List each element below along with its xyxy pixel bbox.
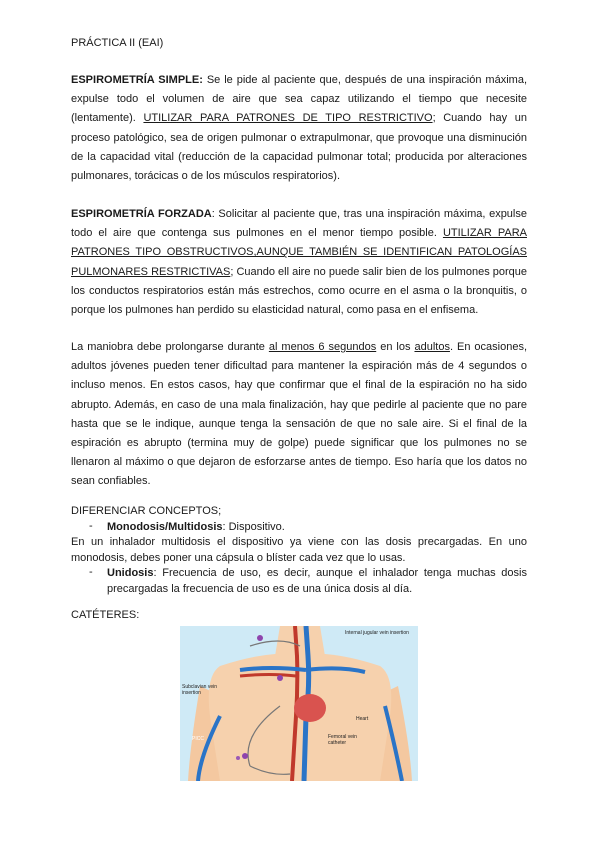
forzada-underline: UTILIZAR PARA PATRONES TIPO OBSTRUCTIVOS,AUNQUE TAMBIÉN SE IDENTIFICAN PATOLOGÍAS PULMONARES RESTRICTIVAS [71,227,527,278]
catheter-diagram-svg [180,626,418,781]
label-subclavian: Subclavian vein insertion [182,684,218,696]
simple-heading: ESPIROMETRÍA SIMPLE: [71,74,203,86]
bullet-text-monodosis: : Dispositivo. [222,521,285,533]
label-jugular: Internal jugular vein insertion [345,630,409,636]
simple-underline: UTILIZAR PARA PATRONES DE TIPO RESTRICTIVO [143,112,433,125]
inhaler-paragraph: En un inhalador multidosis el dispositivo ya viene con las dosis precargadas. En uno monodosis, debes poner una cápsula o blíster cada vez que lo usas. [71,536,527,564]
maniobra-text-3: . En ocasiones, adultos jóvenes pueden tener dificultad para mantener la espiración más de 4 segundos o incluso menos. En estos casos, hay que confirmar que el final de la espiración no ha sido abrupto. Además, en caso de una mala finalización, hay que pedirle al paciente que no pare hasta que se le indique, aunque tenga la sensación de que no sale aire. Si el final de la espiración es abrupto (termina muy de golpe) puede significar que los pulmones no se llenaron al máximo o que dejaron de esforzarse antes de tiempo. Eso haría que los datos no sean confiables. [71,341,528,488]
bullet-monodosis [107,520,527,536]
label-heart: Heart [356,716,369,722]
catheters-heading: CATÉTERES: [71,609,140,621]
simple-text-1: Se le pide al paciente que, después de una inspiración máxima, expulse todo el volumen de aire que sea capaz utilizando el tiempo que necesite (lentamente). [71,74,527,125]
forzada-heading: ESPIROMETRÍA FORZADA [71,208,212,220]
simple-text-2: ; Cuando hay un proceso patológico, sea de origen pulmonar o extrapulmonar, que provoque una disminución de la capacidad vital (reducción de la capacidad pulmonar total; producida por alteraciones pulmonares, torácicas o de los músculos respiratorios). [71,112,527,183]
maniobra-underline-2: adultos [414,341,450,353]
forzada-text-2: ; Cuando ell aire no puede salir bien de los pulmones porque los conductos respiratorios están más estrechos, como ocurre en el asma o la bronquitis, o porque los pulmones han perdido su elasticidad natural, como pasa en el enfisema. [71,265,528,317]
bullet-unidosis [107,566,527,597]
label-picc: PICC [192,736,204,742]
maneuver-paragraph [71,338,527,492]
maniobra-underline-1: al menos 6 segundos [268,341,377,353]
bullet-term-monodosis: Monodosis/Multidosis [107,521,223,533]
label-femoral: Femoral vein catheter [328,734,357,746]
maniobra-text-2: en los [376,341,415,353]
catheter-illustration [180,626,418,781]
forced-spirometry-paragraph [71,205,527,320]
bullet-text-unidosis: : Frecuencia de uso, es decir, aunque el inhalador tenga muchas dosis precargadas la frecuencia de uso es de una única dosis al día. [107,567,527,595]
bullet-dash: - [89,566,93,578]
simple-spirometry-paragraph [71,71,527,186]
bullet-dash: - [89,520,93,532]
forzada-text-1: : Solicitar al paciente que, tras una inspiración máxima, expulse todo el aire que contenga sus pulmones en el menor tiempo posible. [71,208,527,240]
bullet-term-unidosis: Unidosis [107,567,154,579]
page-title: PRÁCTICA II (EAI) [71,37,164,49]
maniobra-text-1: La maniobra debe prolongarse durante [71,341,269,353]
concepts-heading: DIFERENCIAR CONCEPTOS; [71,505,222,517]
